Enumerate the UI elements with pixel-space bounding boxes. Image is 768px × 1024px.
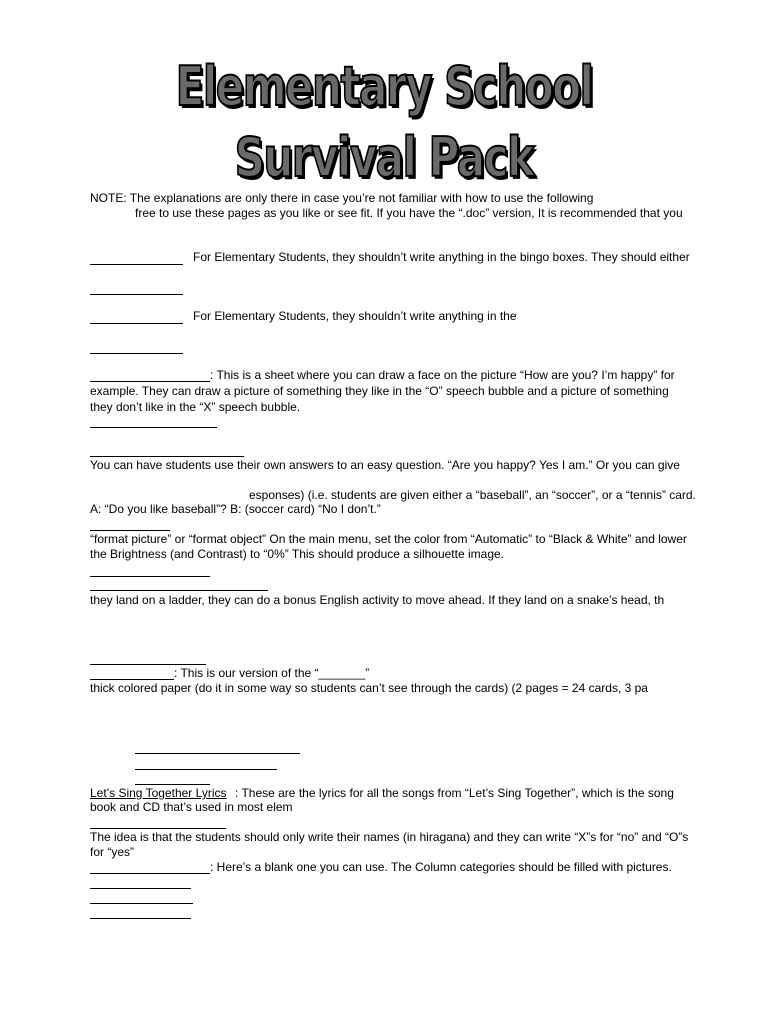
blank-line <box>90 918 191 919</box>
blank-line <box>135 784 210 785</box>
answers-line-1: You can have students use their own answers to an easy question. “Are you happy? Yes I am.” Or you can give <box>90 458 680 472</box>
blank-line <box>90 903 193 904</box>
cards-line-2: thick colored paper (do it in some way so students can’t see through the cards) (2 pages = 24 cards, 3 pa <box>90 681 648 695</box>
face-sheet-line-2: example. They can draw a picture of something they like in the “O” speech bubble and a picture of something <box>90 384 669 398</box>
cards-line-1: : This is our version of the “_______” <box>174 666 370 680</box>
blank-line <box>90 576 210 577</box>
lyrics-link[interactable]: Let’s Sing Together Lyrics <box>90 786 227 800</box>
blank-line <box>90 828 226 829</box>
blank-line <box>135 769 277 770</box>
lyrics-line-1: : These are the lyrics for all the songs from “Let’s Sing Together”, which is the song <box>235 786 674 800</box>
note-line-1: NOTE: The explanations are only there in case you’re not familiar with how to use the following <box>90 191 594 205</box>
answers-line-2: esponses) (i.e. students are given either a “baseball”, an “soccer”, or a “tennis” card. <box>249 488 696 502</box>
names-line-2: for “yes” <box>90 845 135 859</box>
blank-line <box>135 753 300 754</box>
blank-line <box>90 264 183 265</box>
blank-sheet-line: : Here’s a blank one you can use. The Column categories should be filled with pictures. <box>210 860 672 874</box>
silhouette-line-2: the Brightness (and Contrast) to “0%” This should produce a silhouette image. <box>90 547 504 561</box>
lyrics-line-2: book and CD that’s used in most elem <box>90 800 293 814</box>
blank-line <box>90 679 174 680</box>
blank-line <box>90 590 268 591</box>
blank-line <box>90 873 210 874</box>
blank-line <box>90 323 183 324</box>
title-line-1: Elementary School <box>175 55 593 118</box>
snakes-ladders-line: they land on a ladder, they can do a bonus English activity to move ahead. If they land on a snake’s head, th <box>90 593 665 607</box>
title-line-2: Survival Pack <box>234 126 534 189</box>
blank-line <box>90 353 183 354</box>
bingo-text: For Elementary Students, they shouldn’t write anything in the bingo boxes. They should either <box>193 250 690 264</box>
blank-line <box>90 530 170 531</box>
face-sheet-line-1: : This is a sheet where you can draw a face on the picture “How are you? I’m happy” for <box>210 368 675 382</box>
face-sheet-line-3: they don’t like in the “X” speech bubble. <box>90 400 301 414</box>
silhouette-line-1: “format picture” or “format object” On the main menu, set the color from “Automatic” to “Black & White” and lower <box>90 532 687 546</box>
note-line-2: free to use these pages as you like or see fit. If you have the “.doc” version, It is recommended that you <box>135 206 683 220</box>
blank-line <box>90 664 206 665</box>
blank-line <box>90 381 210 382</box>
blank-line <box>90 294 183 295</box>
names-line-1: The idea is that the students should only write their names (in hiragana) and they can write “X”s for “no” and “O”s <box>90 830 689 844</box>
answers-line-3: A: “Do you like baseball”? B: (soccer card) “No I don’t.” <box>90 502 381 516</box>
blank-line <box>90 427 217 428</box>
bingo-text-2: For Elementary Students, they shouldn’t write anything in the <box>193 309 517 323</box>
blank-line <box>90 888 191 889</box>
blank-line <box>90 456 244 457</box>
